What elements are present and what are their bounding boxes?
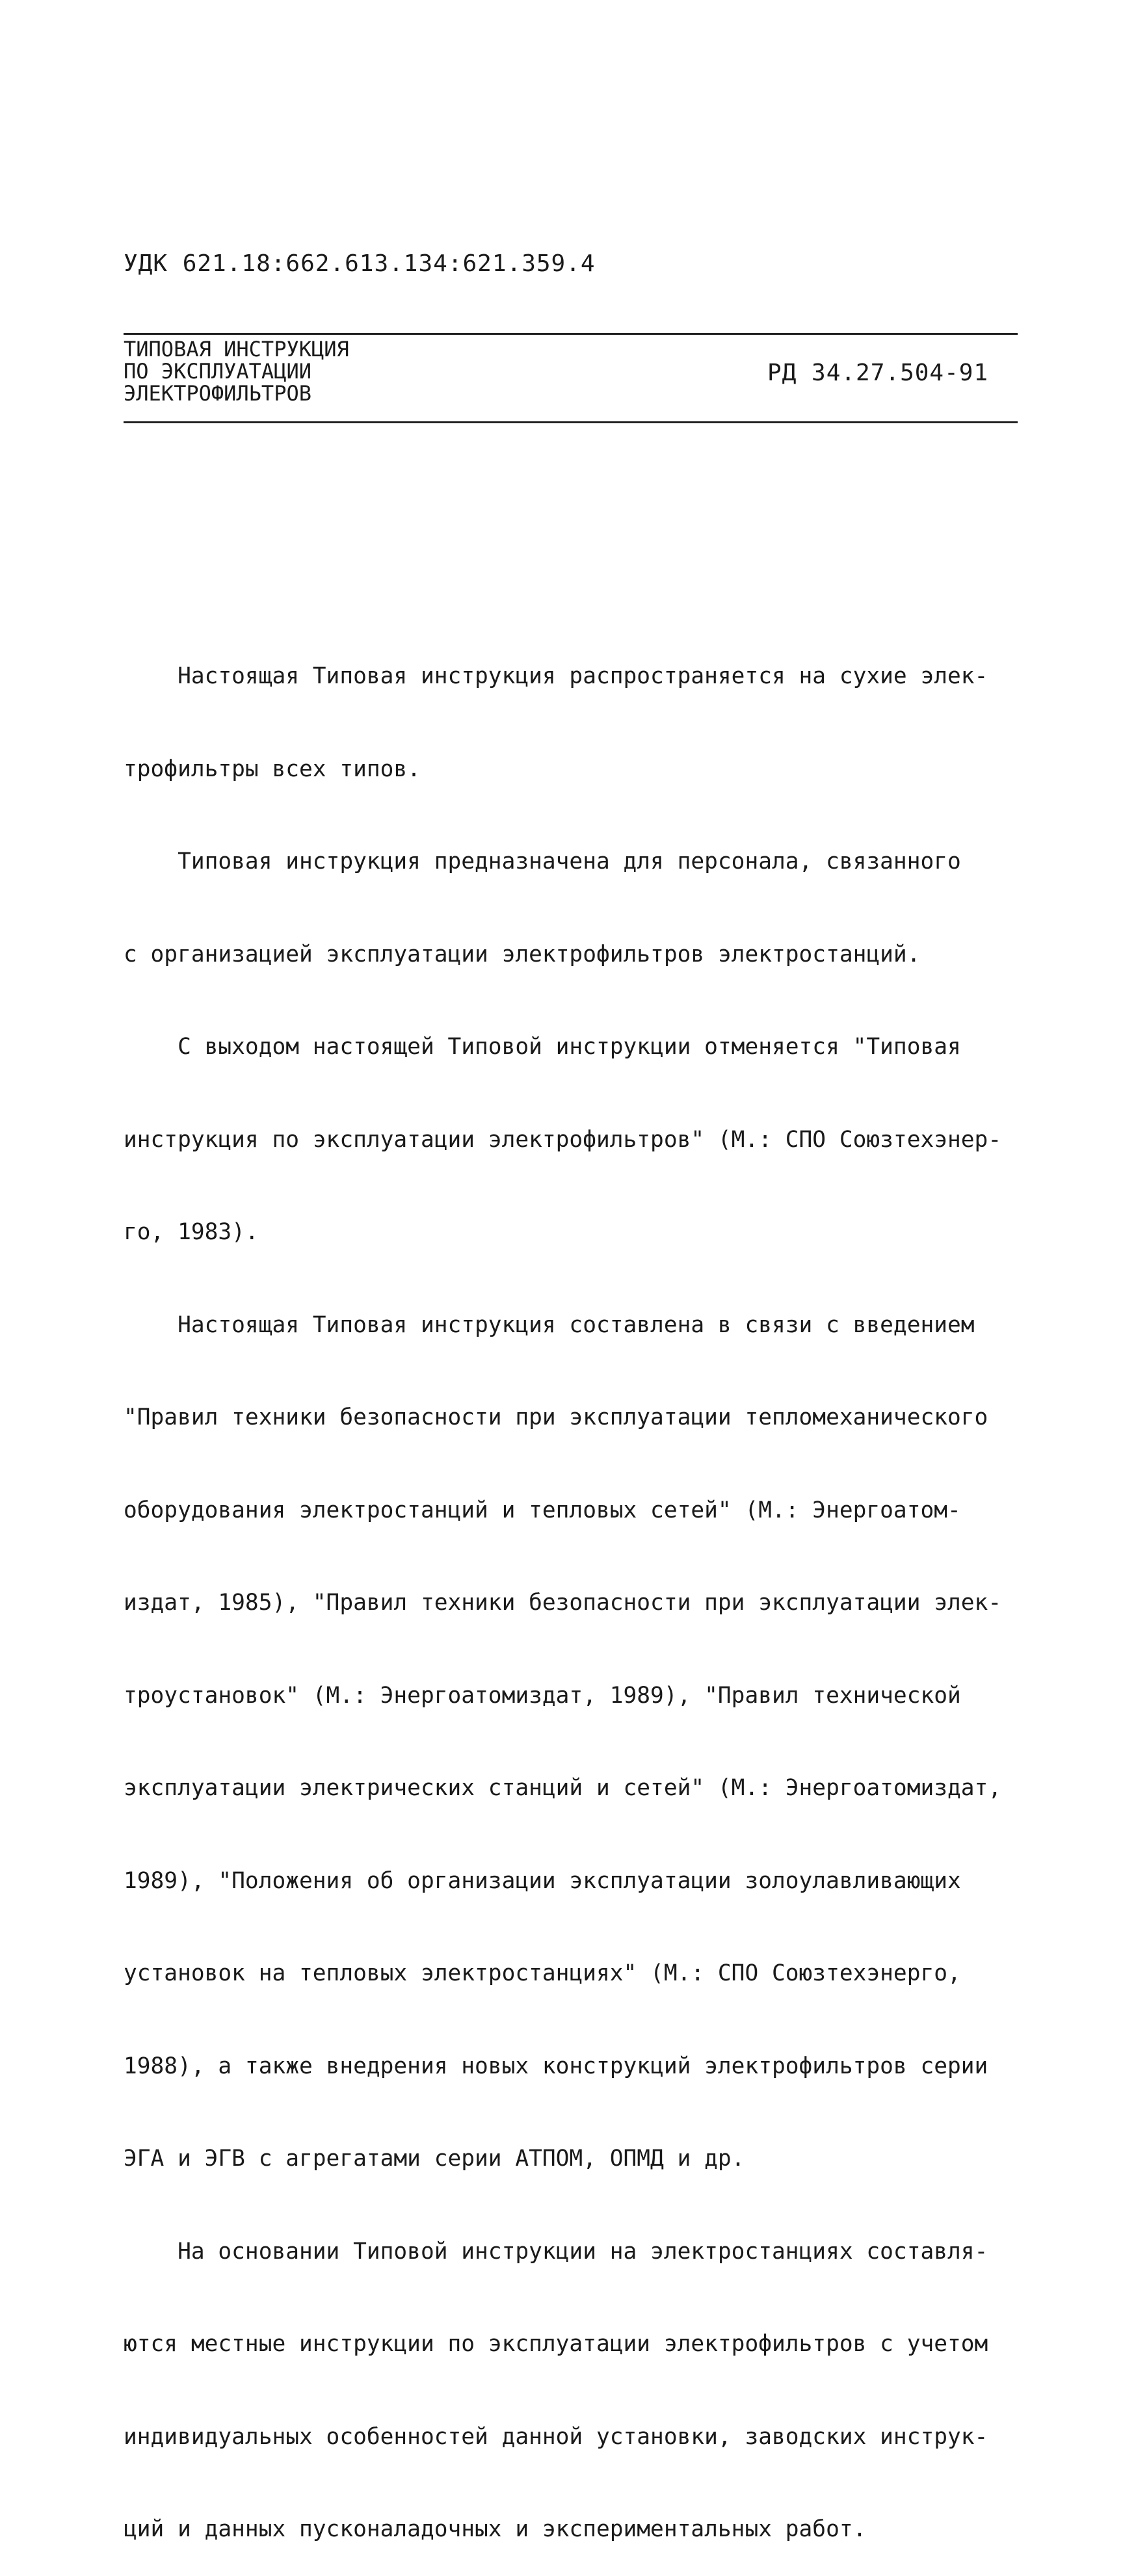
title-line-1: ТИПОВАЯ ИНСТРУКЦИЯ xyxy=(124,337,349,361)
body-line: Типовая инструкция предназначена для персонала, связанного xyxy=(124,848,961,874)
title-line-2: ПО ЭКСПЛУАТАЦИИ xyxy=(124,359,311,384)
body-line: трофильтры всех типов. xyxy=(124,756,421,782)
body-line: "Правил техники безопасности при эксплуатации тепломеханического xyxy=(124,1404,988,1430)
body-line: С выходом настоящей Типовой инструкции отменяется "Типовая xyxy=(124,1034,961,1060)
body-line: с организацией эксплуатации электрофильтров электростанций. xyxy=(124,941,921,967)
body-text xyxy=(124,599,1021,2576)
title-line-3: ЭЛЕКТРОФИЛЬТРОВ xyxy=(124,381,311,406)
header-top-rule xyxy=(124,333,1018,335)
document-code: РД 34.27.504-91 xyxy=(767,360,989,386)
body-line: индивидуальных особенностей данной установки, заводских инструк- xyxy=(124,2423,988,2450)
body-line: 1989), "Положения об организации эксплуатации золоулавливающих xyxy=(124,1867,961,1894)
udk-code: УДК 621.18:662.613.134:621.359.4 xyxy=(124,250,596,277)
body-line: эксплуатации электрических станций и сетей" (М.: Энергоатомиздат, xyxy=(124,1775,1002,1801)
body-line: троустановок" (М.: Энергоатомиздат, 1989), "Правил технической xyxy=(124,1682,961,1709)
body-line: 1988), а также внедрения новых конструкций электрофильтров серии xyxy=(124,2053,988,2079)
body-line: На основании Типовой инструкции на электростанциях составля- xyxy=(124,2238,988,2265)
body-line: Настоящая Типовая инструкция составлена в связи с введением xyxy=(124,1311,975,1338)
body-line: ЭГА и ЭГВ с агрегатами серии АТПОМ, ОПМД и др. xyxy=(124,2146,745,2172)
document-title xyxy=(124,338,349,404)
body-line: установок на тепловых электростанциях" (М.: СПО Союзтехэнерго, xyxy=(124,1960,961,1986)
body-line: оборудования электростанций и тепловых сетей" (М.: Энергоатом- xyxy=(124,1497,961,1523)
body-line: Настоящая Типовая инструкция распространяется на сухие элек- xyxy=(124,663,988,689)
body-line: ются местные инструкции по эксплуатации электрофильтров с учетом xyxy=(124,2331,988,2357)
body-line: ций и данных пусконаладочных и экспериментальных работ. xyxy=(124,2516,867,2542)
header-bottom-rule xyxy=(124,421,1018,423)
body-line: го, 1983). xyxy=(124,1219,259,1245)
body-line: издат, 1985), "Правил техники безопасности при эксплуатации элек- xyxy=(124,1590,1002,1616)
body-line: инструкция по эксплуатации электрофильтров" (М.: СПО Союзтехэнер- xyxy=(124,1126,1002,1153)
